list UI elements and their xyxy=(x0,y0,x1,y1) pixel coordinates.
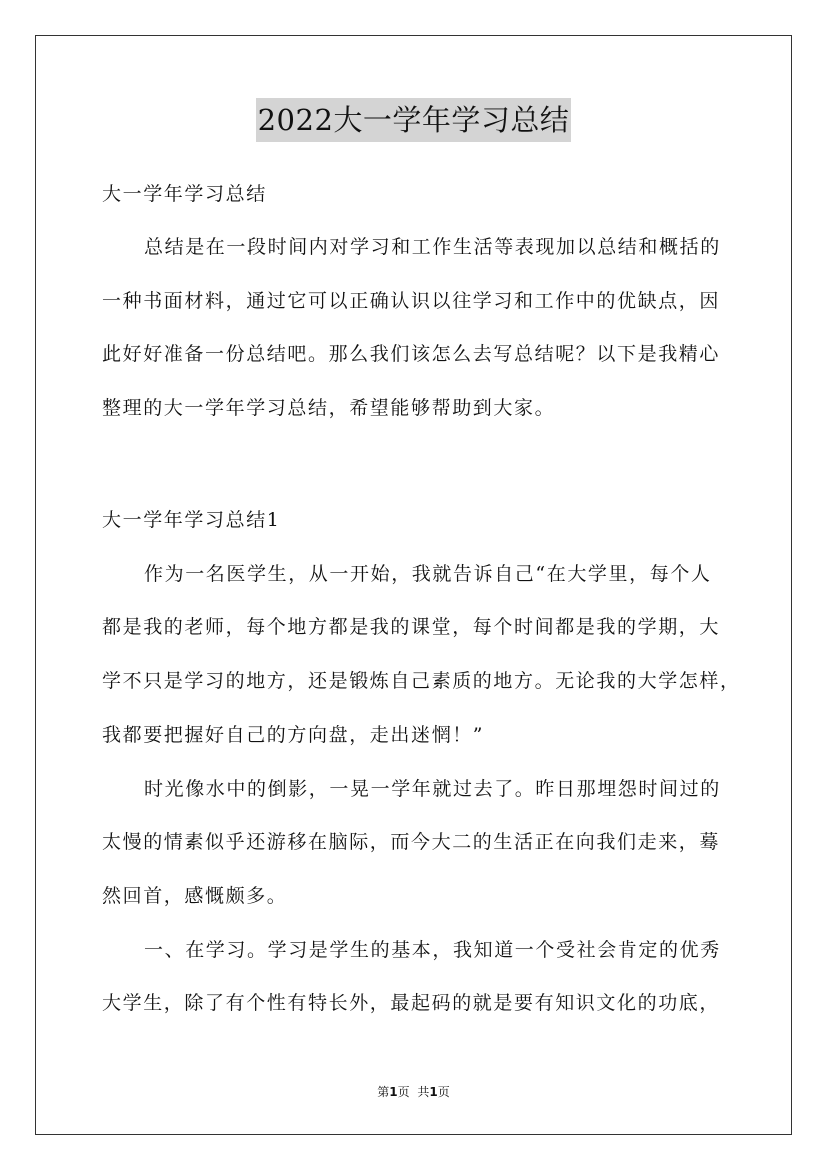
subtitle: 大一学年学习总结 xyxy=(102,183,267,205)
paragraph-line: 作为一名医学生，从一开始，我就告诉自己“在大学里，每个人 xyxy=(144,563,712,585)
paragraph-line: 都是我的老师，每个地方都是我的课堂，每个时间都是我的学期，大 xyxy=(102,616,721,638)
document-title: 2022大一学年学习总结 xyxy=(256,98,572,142)
intro-line: 此好好准备一份总结吧。那么我们该怎么去写总结呢？以下是我精心 xyxy=(102,343,721,365)
page-suffix: 页 xyxy=(397,1085,410,1099)
paragraph-line: 一、在学习。学习是学生的基本，我知道一个受社会肯定的优秀 xyxy=(144,939,721,961)
intro-line: 总结是在一段时间内对学习和工作生活等表现加以总结和概括的 xyxy=(144,236,721,258)
paragraph-line: 太慢的情素似乎还游移在脑际，而今大二的生活正在向我们走来，蓦 xyxy=(102,831,721,853)
intro-line: 一种书面材料，通过它可以正确认识以往学习和工作中的优缺点，因 xyxy=(102,290,721,312)
paragraph-line: 学不只是学习的地方，还是锻炼自己素质的地方。无论我的大学怎样， xyxy=(102,670,741,692)
paragraph-line: 时光像水中的倒影，一晃一学年就过去了。昨日那埋怨时间过的 xyxy=(144,778,721,800)
page-prefix: 第 xyxy=(377,1085,390,1099)
page-number: 1 xyxy=(389,1085,398,1099)
paragraph-line: 我都要把握好自己的方向盘，走出迷惘！” xyxy=(102,724,485,746)
paragraph-line: 然回首，感慨颇多。 xyxy=(102,885,288,907)
total-pages: 1 xyxy=(429,1085,438,1099)
intro-line: 整理的大一学年学习总结，希望能够帮助到大家。 xyxy=(102,397,556,419)
paragraph-line: 大学生，除了有个性有特长外，最起码的就是要有知识文化的功底， xyxy=(102,992,721,1014)
page-footer xyxy=(0,1084,827,1100)
title-container xyxy=(0,98,827,142)
total-prefix: 共 xyxy=(417,1085,430,1099)
total-suffix: 页 xyxy=(437,1085,450,1099)
section-heading: 大一学年学习总结1 xyxy=(102,509,281,531)
